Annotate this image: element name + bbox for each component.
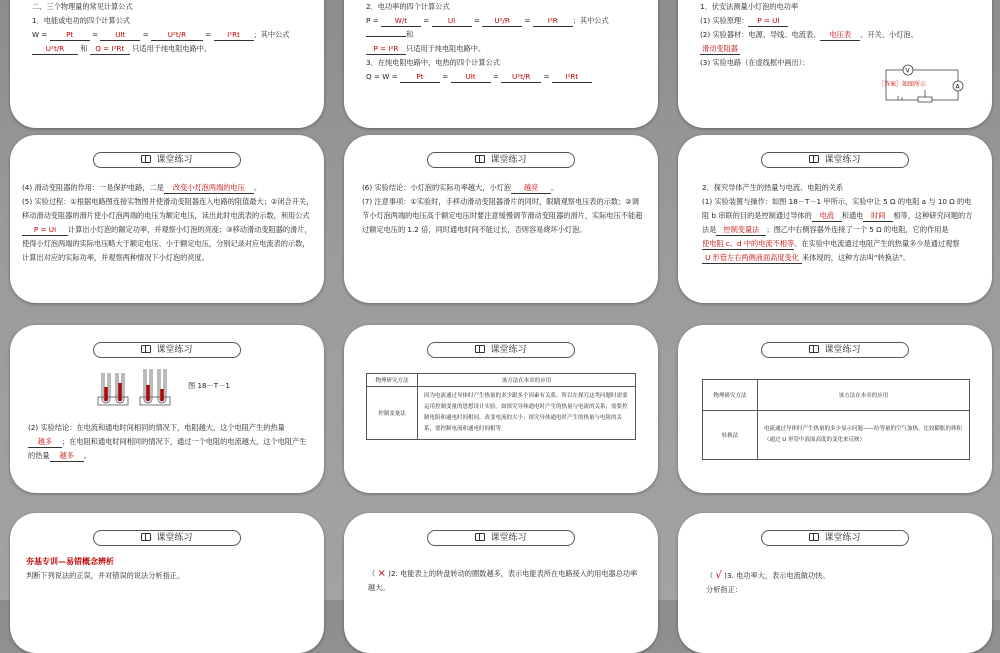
lesson-header: 课堂练习: [427, 152, 575, 168]
slide-heat-experiment[interactable]: [678, 135, 992, 303]
slide-judgement-3[interactable]: [678, 513, 992, 653]
slide-judgement-2[interactable]: [344, 513, 658, 653]
table-cell-application: 因为电流通过导体时产生热量的多少跟多个因素有关系，所以在探究这类问题时需要运用控制变量的思想设计实验。如探究导体通电时产生的热量与电流的关系，需要控制电阻和通电时间相同，改变电流的大小；探究导体通电时产生的热量与电阻的关系，要控制电流和通电时间相等: [418, 387, 636, 440]
book-icon: [475, 345, 485, 353]
item-heading: 1．伏安法测量小灯泡的电功率: [700, 2, 799, 11]
circuit-line: (3) 实验电路（在虚线框中画出）：: [700, 58, 810, 67]
book-icon: [141, 533, 151, 541]
lesson-header: 课堂练习: [427, 530, 575, 546]
slide-body: (4) 滑动变阻器的作用：一是保护电路，二是 改变小灯泡两端的电压 。 (5) 实验过程：①根据电路图连接实物图并使滑动变阻器连入电路的阻值最大；②闭合开关，移动滑动变阻器的滑片使小灯泡两端的电压为额定电压，读出此时电流表的示数，利用公式P = UI 计算出小灯泡的额定功率，并观察小灯泡的亮度；③移动滑动变阻器的滑片，使得小灯泡两端的实际电压略大于额定电压、小于额定电压，分别记录对应电流表的示数，计算出对应的实际功率，并观察两种情况下小灯泡的亮度。: [22, 183, 314, 262]
item-heading-3: 3．在纯电阻电路中，电热的四个计算公式: [366, 58, 500, 67]
slide-rheostat[interactable]: [10, 135, 324, 303]
answer-blank: P = UI: [22, 225, 68, 236]
slide-method-table-1[interactable]: [344, 325, 658, 493]
book-icon: [141, 345, 151, 353]
slide-body: (6) 实验结论：小灯泡的实际功率越大，小灯泡 越亮 。 (7) 注意事项：①实验时，手移动滑动变阻器滑片的同时，眼睛观察电压表的示数；②调节小灯泡两端的电压高于额定电压时要注意缓慢调节滑动变阻器的滑片，实际电压不能超过额定电压的 1.2 倍，同时通电时间不能过长，否则容易烧坏小灯泡。: [362, 183, 643, 234]
slide-energy-formulas[interactable]: [10, 0, 324, 128]
lesson-header: 课堂练习: [93, 152, 241, 168]
slide-body: [366, 0, 646, 84]
slide-power-formulas[interactable]: [344, 0, 658, 128]
experiment-figure: [94, 365, 184, 413]
slide-body: （ × )2. 电能表上的转盘转动的圈数越多，表示电能表所在电路接入的用电器总功率越大。: [368, 568, 638, 592]
analysis-label: 分析指正：: [706, 585, 742, 594]
slide-body: （ √ )3. 电功率大，表示电流做功快。 分析指正：: [706, 569, 978, 597]
slide-concept-check[interactable]: [10, 513, 324, 653]
method-table: [366, 373, 636, 440]
slide-voltammetry[interactable]: [678, 0, 992, 128]
lesson-header: 课堂练习: [93, 530, 241, 546]
lesson-header: 课堂练习: [761, 152, 909, 168]
item-heading: 2．电功率的四个计算公式: [366, 2, 450, 11]
book-icon: [475, 533, 485, 541]
table-header: 该方法在本章的应用: [418, 374, 636, 387]
heat-formula-line: Q = W = Pt = UIt = U²t/R = I²Rt: [366, 70, 646, 84]
table-header: 物理研究方法: [367, 374, 418, 387]
svg-text:A: A: [955, 83, 960, 91]
slide-body: (2) 实验结论：在电流和通电时间相同的情况下，电阻越大，这个电阻产生的热量越多 ；在电阻和通电时间相同的情况下，通过一个电阻的电流越大，这个电阻产生的热量 越多 。: [28, 423, 307, 460]
lesson-header: 课堂练习: [93, 342, 241, 358]
equipment-line: (2) 实验器材：电源、导线、电流表、 电压表 、开关、小灯泡、: [700, 30, 918, 39]
formula-line: W = Pt = UIt = U²t/R = I²Rt ；其中公式: [32, 30, 290, 39]
lesson-header: 课堂练习: [427, 342, 575, 358]
formula-line-2: P = I²R 只适用于纯电阻电路中。: [366, 42, 646, 56]
slide-conclusion[interactable]: [344, 135, 658, 303]
equipment-line-2: 滑动变阻器: [700, 42, 980, 56]
answer-note: ［答案］如图所示: [878, 81, 927, 88]
lesson-header: 课堂练习: [761, 342, 909, 358]
formula-line: P = W/t = UI = U²/R = I²R ；其中公式 和: [366, 16, 609, 39]
slide-method-table-2[interactable]: [678, 325, 992, 493]
table-cell-method: 转换法: [703, 411, 758, 460]
item-heading: 1．电能或电功的四个计算公式: [32, 16, 131, 25]
table-cell-application: 电流通过导体时产生热量的多少显示问题——给等量的空气加热，比较膨胀的体积（通过 U 形管中液面高度的变化来反映）: [758, 411, 970, 460]
book-icon: [475, 155, 485, 163]
book-icon: [809, 155, 819, 163]
slide-body: [26, 555, 316, 583]
method-table: [702, 379, 970, 460]
slide-body: [32, 0, 312, 56]
slide-body: 2．探究导体产生的热量与电流、电阻的关系 (1) 实验装置与操作：如图 18－T－1 甲所示，实验中让 5 Ω 的电阻 a 与 10 Ω 的电阻 b 串联的目的是控制通过导体的 电流 和通电 时间 相等，这种研究问题的方法是 控制变量法 ；图乙中右侧容器外连接了一个 5 Ω 的电阻，它的作用是使电阻 c、d 中的电流不相等。在实验中电流通过电阻产生的热量多少是通过观察U 形管左右两侧液面高度变化 来体现的，这种方法叫“转换法”。: [702, 183, 973, 262]
book-icon: [141, 155, 151, 163]
instruction: 判断下列说法的正误，并对错误的说法分析指正。: [26, 571, 185, 580]
answer-blank: 改变小灯泡两端的电压: [164, 183, 254, 194]
book-icon: [809, 533, 819, 541]
section-heading: 二、三个物理量的常见计算公式: [32, 2, 133, 11]
section-title: 夯基专训—易错概念辨析: [26, 557, 114, 566]
book-icon: [809, 345, 819, 353]
figure-caption: 图 18－T－1: [188, 381, 230, 390]
table-header: 该方法在本章的应用: [758, 380, 970, 411]
table-header: 物理研究方法: [703, 380, 758, 411]
principle-line: (1) 实验原理： P = UI: [700, 14, 980, 28]
slide-heat-conclusion[interactable]: [10, 325, 324, 493]
lesson-header: 课堂练习: [761, 530, 909, 546]
wrong-mark: ×: [377, 568, 386, 579]
formula-line-2: U²t/R 和 Q = I²Rt 只适用于纯电阻电路中。: [32, 42, 312, 56]
slide-body: [700, 0, 980, 70]
table-cell-method: 控制变量法: [367, 387, 418, 440]
svg-text:V: V: [905, 67, 910, 75]
correct-mark: √: [715, 570, 722, 581]
answer-blank: 越亮: [511, 183, 551, 194]
